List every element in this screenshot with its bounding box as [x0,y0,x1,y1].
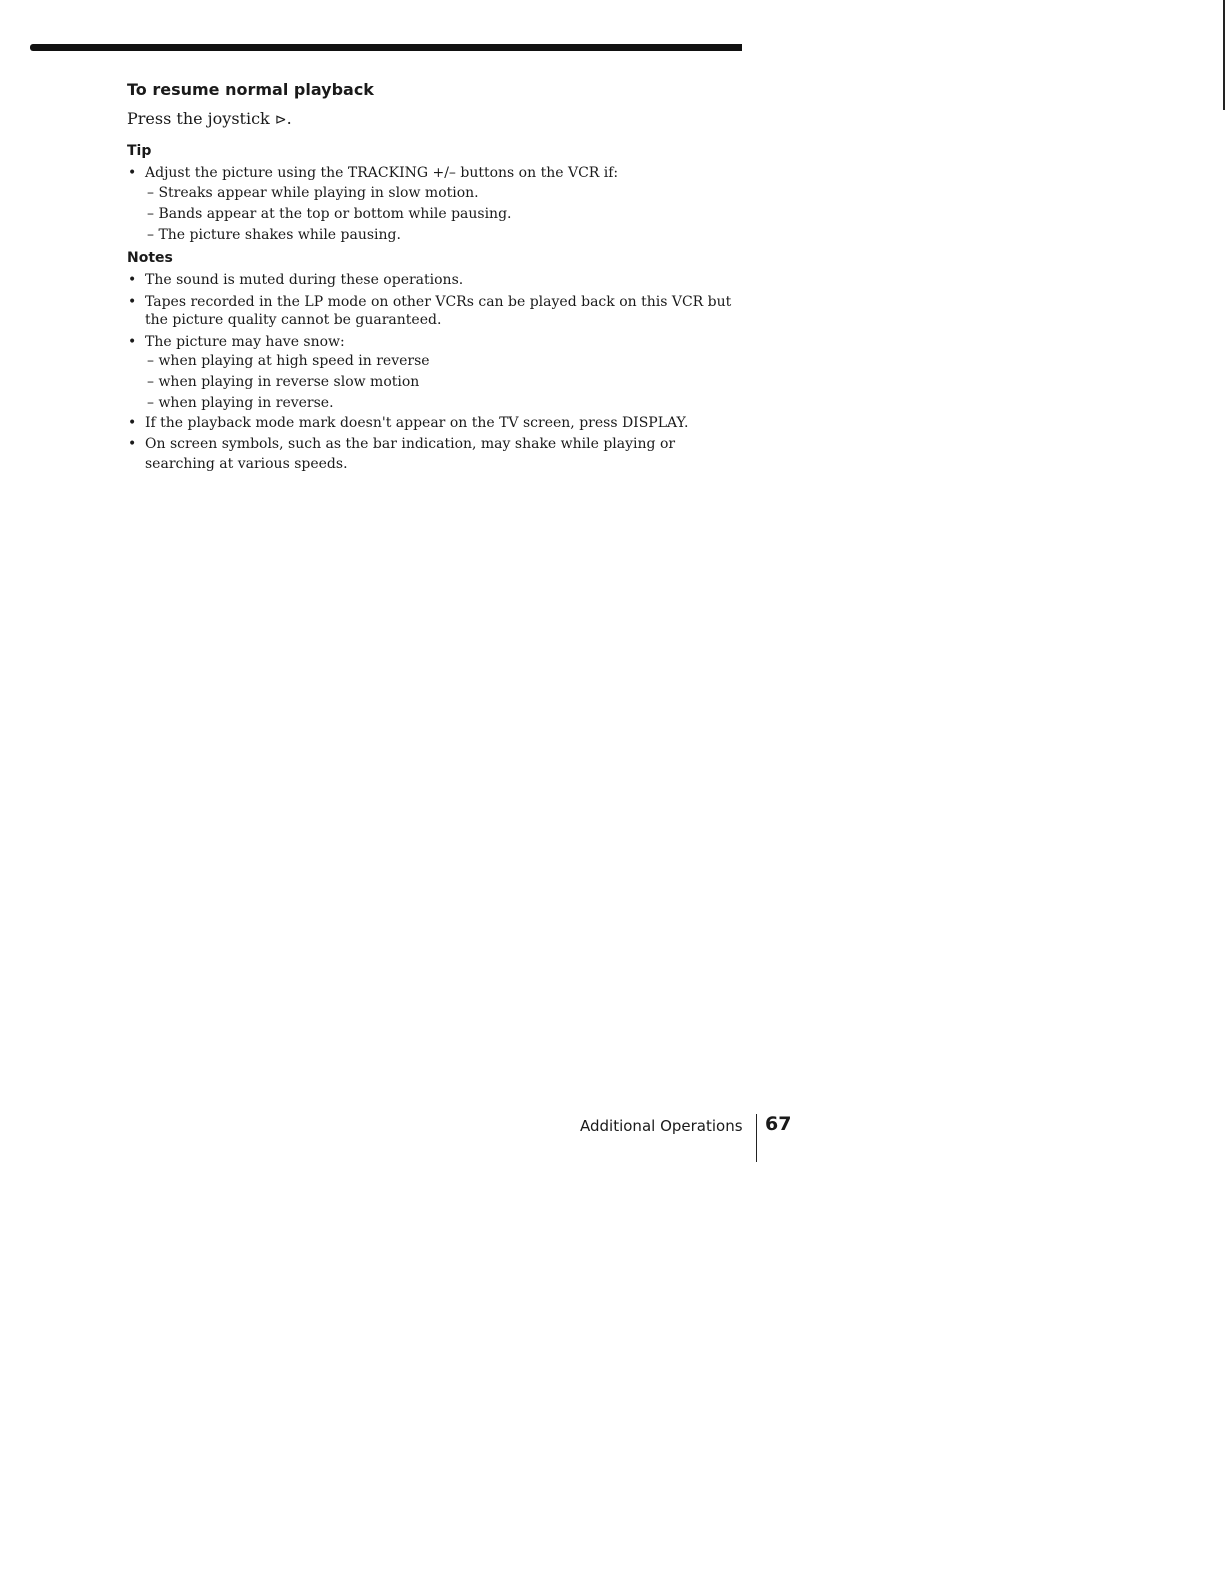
note-item: If the playback mode mark doesn't appear on the TV screen, press DISPLAY. [145,415,689,431]
bullet-icon: • [128,165,137,181]
section-heading: To resume normal playback [127,80,374,99]
note-sub-item: – when playing in reverse. [147,395,334,411]
top-rule [30,44,742,51]
note-sub-item: – when playing at high speed in reverse [147,353,430,369]
footer-divider [756,1114,757,1162]
note-sub-item: – when playing in reverse slow motion [147,374,420,390]
tip-heading: Tip [127,143,152,159]
instruction-text: Press the joystick [127,109,270,128]
note-item-continuation: the picture quality cannot be guaranteed. [145,312,442,328]
bullet-icon: • [128,334,137,350]
play-icon: ⊳ [274,112,287,128]
note-item: Tapes recorded in the LP mode on other VCRs can be played back on this VCR but [145,294,732,310]
footer-section-label: Additional Operations [580,1117,743,1135]
note-item: The picture may have snow: [145,334,345,350]
bullet-icon: • [128,272,137,288]
note-item-continuation: searching at various speeds. [145,456,348,472]
instruction-line [127,109,292,128]
tip-sub-item: – Bands appear at the top or bottom while pausing. [147,206,512,222]
tip-sub-item: – Streaks appear while playing in slow motion. [147,185,479,201]
notes-heading: Notes [127,250,173,266]
bullet-icon: • [128,415,137,431]
tip-sub-item: – The picture shakes while pausing. [147,227,401,243]
note-item: On screen symbols, such as the bar indication, may shake while playing or [145,436,676,452]
page-number: 67 [765,1113,792,1135]
bullet-icon: • [128,294,137,310]
instruction-end: . [286,109,292,128]
bullet-icon: • [128,436,137,452]
note-item: The sound is muted during these operations. [145,272,464,288]
tip-text: Adjust the picture using the TRACKING +/– buttons on the VCR if: [145,165,619,181]
